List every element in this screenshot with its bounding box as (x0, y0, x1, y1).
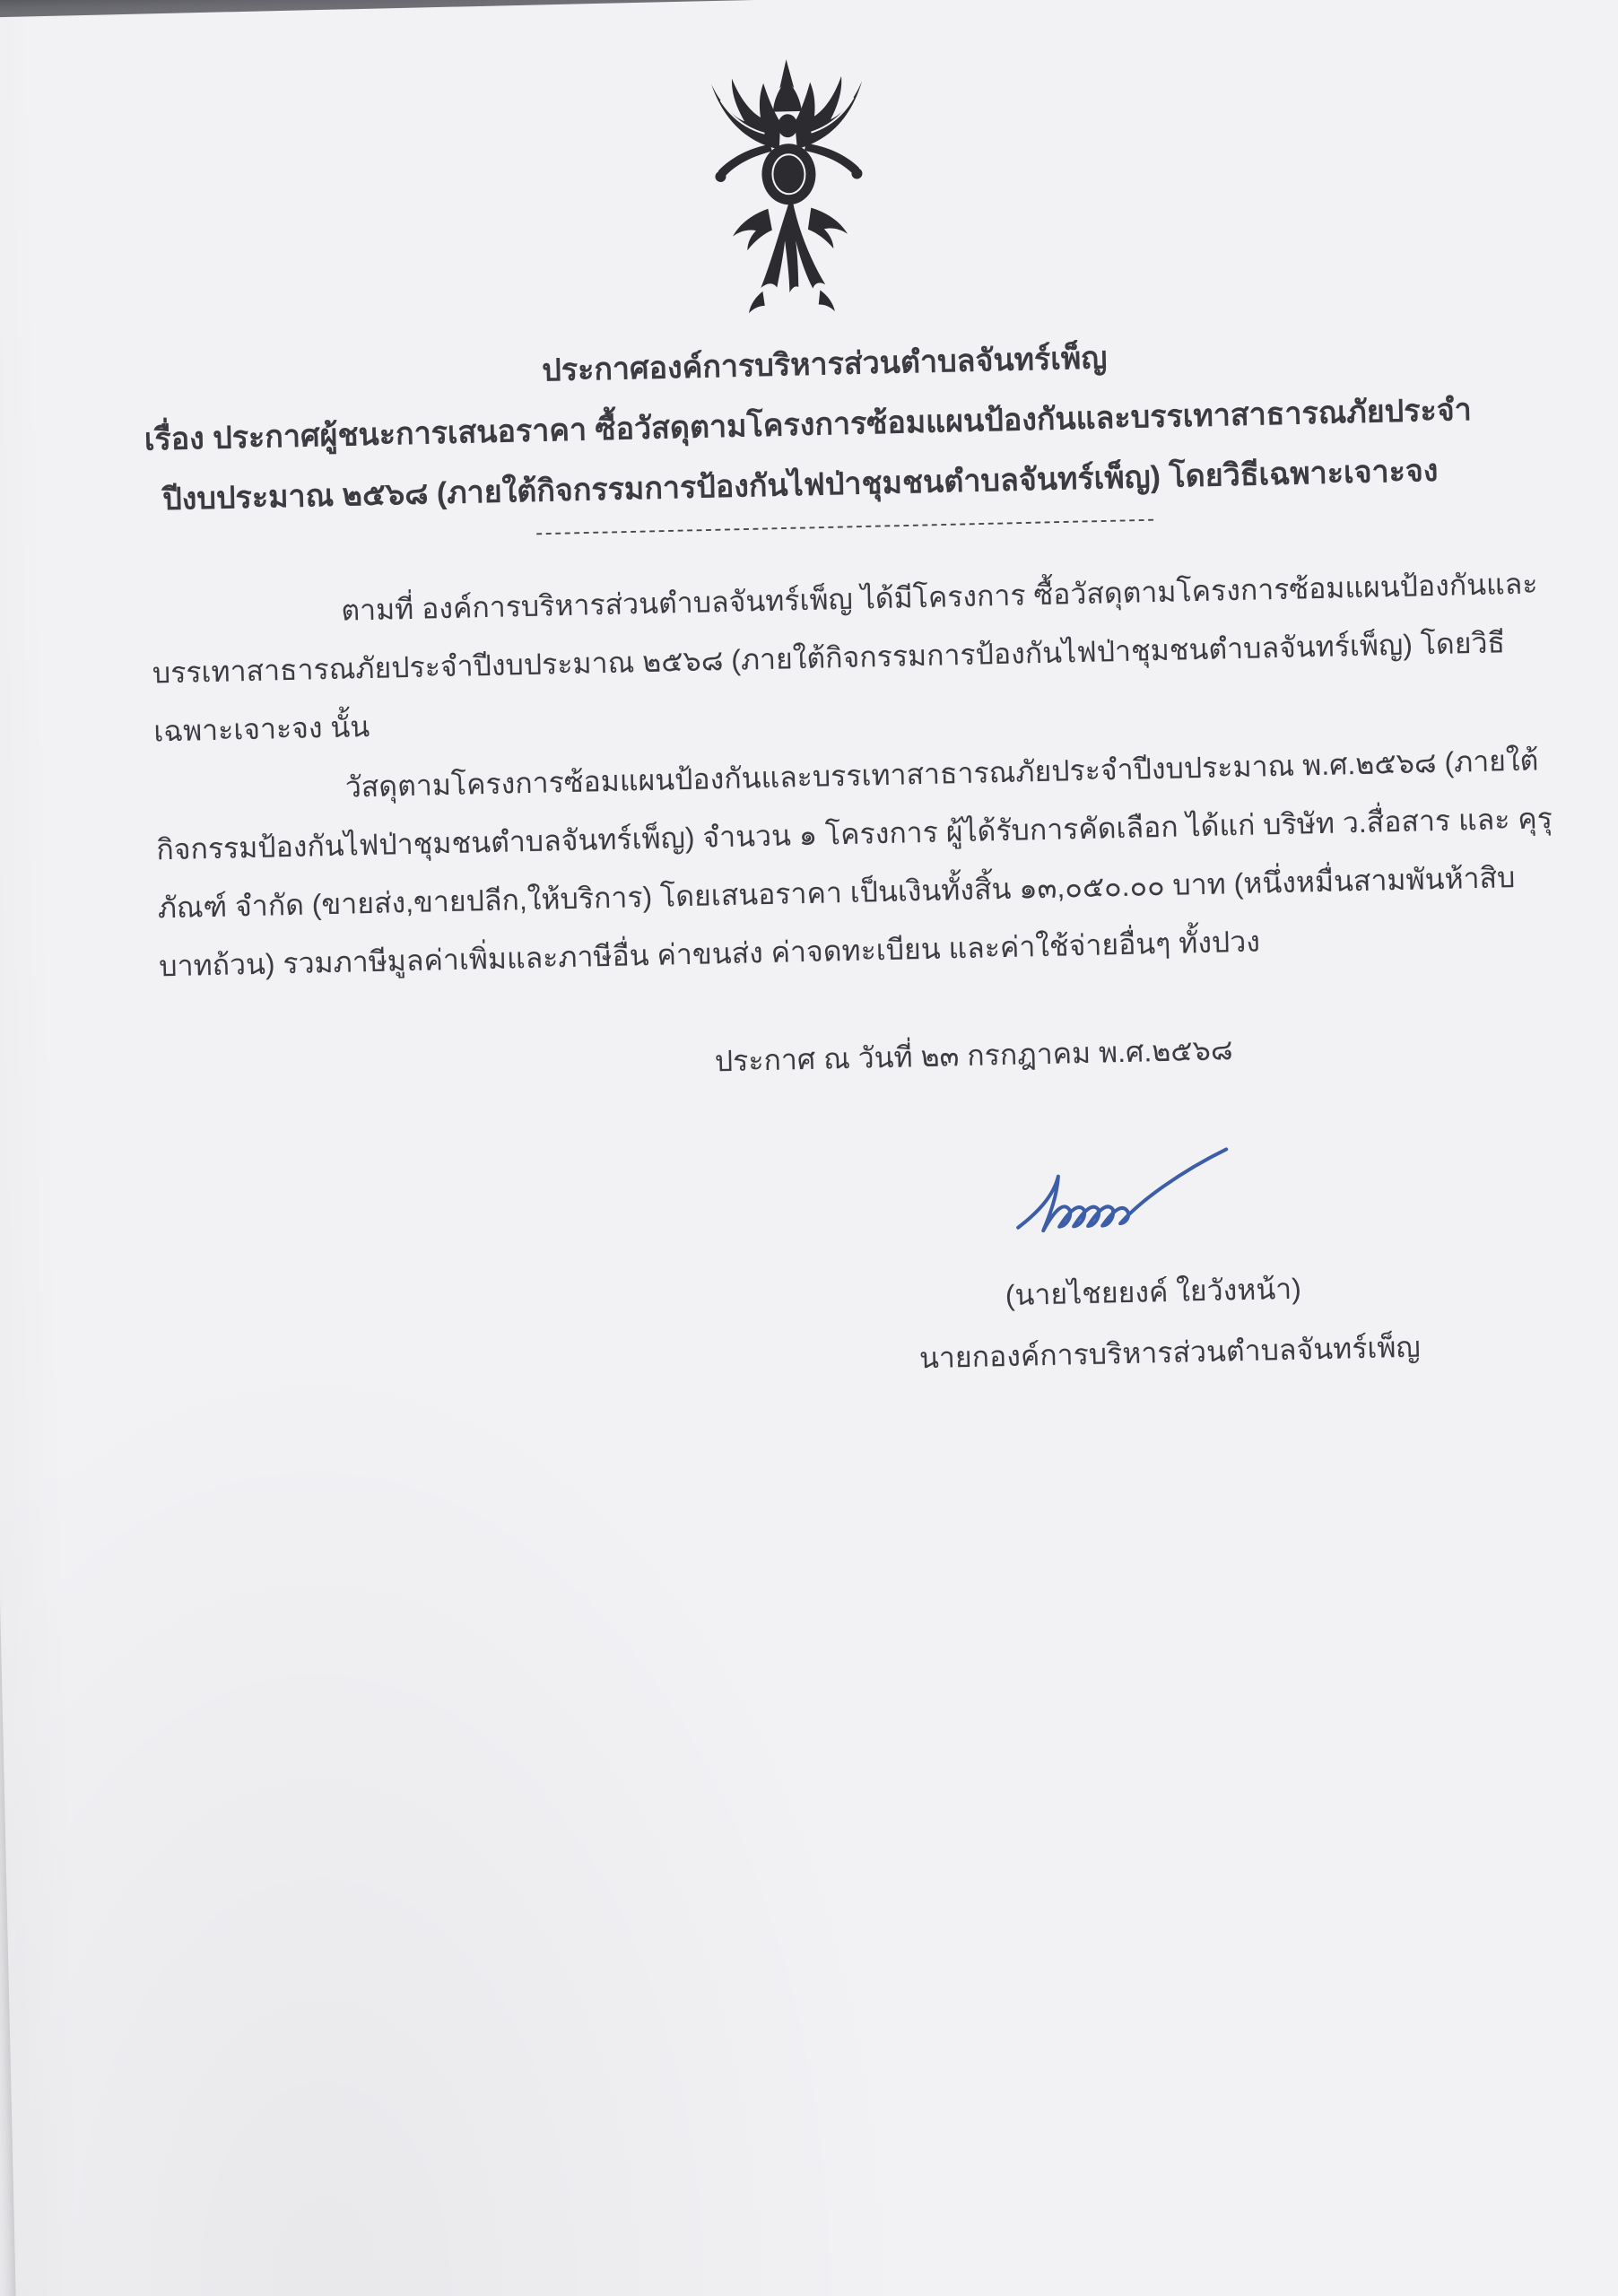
paragraph-2-line-1: วัสดุตามโครงการซ้อมแผนป้องกันและบรรเทาสาธารณภัยประจำปีงบประมาณ พ.ศ.๒๕๖๘ (ภายใต้ (344, 744, 1539, 804)
announcement-date-line: ประกาศ ณ วันที่ ๒๓ กรกฎาคม พ.ศ.๒๕๖๘ (714, 1033, 1233, 1078)
dashed-divider: ------------------------------------------------------------------ (535, 507, 1157, 545)
signatory-position: นายกองค์การบริหารส่วนตำบลจันทร์เพ็ญ (918, 1330, 1422, 1375)
signatory-name: (นายไชยยงค์ ใยวังหน้า) (1005, 1272, 1302, 1312)
announcement-org-title: ประกาศองค์การบริหารส่วนตำบลจันทร์เพ็ญ (541, 341, 1108, 388)
announcement-subject-line-1: เรื่อง ประกาศผู้ชนะการเสนอราคา ซื้อวัสดุตามโครงการซ้อมแผนป้องกันและบรรเทาสาธารณภัยประจำ (144, 393, 1473, 457)
paragraph-2-line-4: บาทถ้วน) รวมภาษีมูลค่าเพิ่มและภาษีอื่น ค่าขนส่ง ค่าจดทะเบียน และค่าใช้จ่ายอื่นๆ ทั้งปวง (158, 925, 1261, 983)
garuda-emblem-icon (678, 54, 900, 327)
paragraph-2-line-2: กิจกรรมป้องกันไฟป่าชุมชนตำบลจันทร์เพ็ญ) จำนวน ๑ โครงการ ผู้ได้รับการคัดเลือก ได้แก่ บริษัท ว.สื่อสาร และ คุรุ (155, 802, 1553, 866)
paragraph-2-line-3: ภัณฑ์ จำกัด (ขายส่ง,ขายปลีก,ให้บริการ) โดยเสนอราคา เป็นเงินทั้งสิ้น ๑๓,๐๕๐.๐๐ บาท (หนึ่งหมื่นสามพันห้าสิบ (157, 861, 1516, 925)
announcement-subject-line-2: ปีงบประมาณ ๒๕๖๘ (ภายใต้กิจกรรมการป้องกันไฟป่าชุมชนตำบลจันทร์เพ็ญ) โดยวิธีเฉพาะเจาะจง (161, 453, 1439, 517)
paragraph-1-line-2: บรรเทาสาธารณภัยประจำปีงบประมาณ ๒๕๖๘ (ภายใต้กิจกรรมการป้องกันไฟป่าชุมชนตำบลจันทร์เพ็ญ) โดยวิธี (152, 626, 1506, 690)
signature-scribble (1004, 1136, 1240, 1267)
paragraph-1-line-1: ตามที่ องค์การบริหารส่วนตำบลจันทร์เพ็ญ ได้มีโครงการ ซื้อวัสดุตามโครงการซ้อมแผนป้องกันและ (340, 567, 1538, 627)
paragraph-1-line-3: เฉพาะเจาะจง นั้น (152, 709, 370, 748)
